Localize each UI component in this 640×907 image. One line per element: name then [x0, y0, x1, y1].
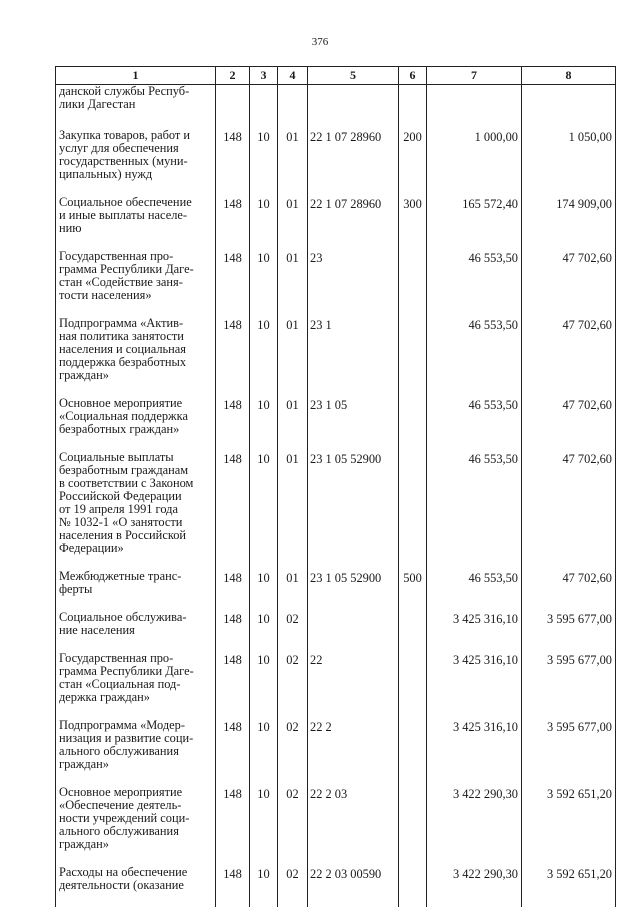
row-amount-2-cell: 3 595 677,00 [522, 611, 616, 652]
row-name-text: Подпрограмма «Актив- ная политика занятости населения и социальная поддержка безработных граждан» [59, 317, 213, 382]
row-name-text: Основное мероприятие «Социальная поддержка безработных граждан» [59, 397, 213, 436]
row-expense-type-cell [399, 250, 427, 317]
row-name-text: Основное мероприятие «Обеспечение деятель- ности учреждений соци- ального обслуживания граждан» [59, 786, 213, 851]
header-row [56, 67, 616, 85]
row-section-cell: 10 [250, 196, 278, 250]
row-amount-2-cell: 1 050,00 [522, 129, 616, 196]
row-name-cell [56, 866, 216, 907]
row-name-text: Социальные выплаты безработным гражданам в соответствии с Законом Российской Федерации от 19 апреля 1991 года № 1032-1 «О занятости населения в Российской Федерации» [59, 451, 213, 555]
row-section-cell: 10 [250, 451, 278, 570]
row-target-item-cell: 23 1 05 [308, 397, 399, 451]
row-section-cell: 10 [250, 250, 278, 317]
row-subsection-cell: 02 [278, 652, 308, 719]
row-name-text: Подпрограмма «Модер- низация и развитие соци- ального обслуживания граждан» [59, 719, 213, 771]
row-section-cell: 10 [250, 129, 278, 196]
row-name-text: Расходы на обеспечение деятельности (оказание [59, 866, 213, 892]
row-amount-2-cell: 47 702,60 [522, 397, 616, 451]
row-name-text: Государственная про- грамма Республики Даге- стан «Содействие заня- тости населения» [59, 250, 213, 302]
row-code-cell: 148 [216, 866, 250, 907]
row-expense-type-cell [399, 719, 427, 786]
row-name-cell [56, 451, 216, 570]
row-name-cell [56, 611, 216, 652]
row-expense-type-cell [399, 451, 427, 570]
row-subsection-cell: 01 [278, 570, 308, 611]
header-col-3: 3 [250, 67, 278, 85]
row-amount-1-cell: 165 572,40 [427, 196, 522, 250]
row-section-cell: 10 [250, 786, 278, 866]
row-expense-type-cell [399, 397, 427, 451]
row-code-cell [216, 85, 250, 130]
row-amount-2-cell: 174 909,00 [522, 196, 616, 250]
row-amount-1-cell: 3 425 316,10 [427, 652, 522, 719]
table-row [56, 196, 616, 250]
row-target-item-cell: 22 1 07 28960 [308, 196, 399, 250]
row-section-cell [250, 85, 278, 130]
row-target-item-cell: 22 [308, 652, 399, 719]
table-row [56, 652, 616, 719]
row-subsection-cell: 01 [278, 196, 308, 250]
row-name-text: данской службы Респуб- лики Дагестан [59, 85, 213, 111]
row-section-cell: 10 [250, 570, 278, 611]
row-subsection-cell: 01 [278, 317, 308, 397]
table-row [56, 866, 616, 907]
row-subsection-cell: 02 [278, 786, 308, 866]
row-target-item-cell [308, 85, 399, 130]
header-col-7: 7 [427, 67, 522, 85]
row-target-item-cell: 23 1 05 52900 [308, 570, 399, 611]
page-number: 376 [0, 36, 640, 48]
row-code-cell: 148 [216, 611, 250, 652]
row-expense-type-cell: 300 [399, 196, 427, 250]
table-row [56, 85, 616, 130]
row-code-cell: 148 [216, 786, 250, 866]
row-subsection-cell: 01 [278, 451, 308, 570]
row-subsection-cell [278, 85, 308, 130]
row-amount-1-cell: 46 553,50 [427, 250, 522, 317]
row-amount-1-cell: 3 425 316,10 [427, 611, 522, 652]
row-amount-2-cell: 47 702,60 [522, 250, 616, 317]
row-code-cell: 148 [216, 570, 250, 611]
row-subsection-cell: 02 [278, 866, 308, 907]
table-body [56, 85, 616, 907]
row-expense-type-cell [399, 317, 427, 397]
row-subsection-cell: 01 [278, 129, 308, 196]
row-expense-type-cell [399, 85, 427, 130]
row-name-cell [56, 397, 216, 451]
row-amount-1-cell: 46 553,50 [427, 317, 522, 397]
row-section-cell: 10 [250, 652, 278, 719]
row-amount-1-cell: 46 553,50 [427, 397, 522, 451]
row-amount-2-cell: 3 595 677,00 [522, 652, 616, 719]
table-row [56, 250, 616, 317]
header-col-4: 4 [278, 67, 308, 85]
row-code-cell: 148 [216, 719, 250, 786]
row-section-cell: 10 [250, 611, 278, 652]
header-col-8: 8 [522, 67, 616, 85]
row-name-text: Социальное обеспечение и иные выплаты населе- нию [59, 196, 213, 235]
row-code-cell: 148 [216, 129, 250, 196]
row-target-item-cell [308, 611, 399, 652]
row-section-cell: 10 [250, 719, 278, 786]
row-target-item-cell: 22 2 03 [308, 786, 399, 866]
row-amount-2-cell: 47 702,60 [522, 451, 616, 570]
row-expense-type-cell [399, 786, 427, 866]
row-amount-2-cell: 47 702,60 [522, 570, 616, 611]
row-amount-1-cell: 3 422 290,30 [427, 786, 522, 866]
row-target-item-cell: 23 [308, 250, 399, 317]
row-amount-2-cell: 47 702,60 [522, 317, 616, 397]
row-amount-2-cell: 3 592 651,20 [522, 786, 616, 866]
row-expense-type-cell [399, 611, 427, 652]
header-col-5: 5 [308, 67, 399, 85]
table-row [56, 397, 616, 451]
row-section-cell: 10 [250, 317, 278, 397]
row-name-cell [56, 85, 216, 130]
row-name-text: Закупка товаров, работ и услуг для обеспечения государственных (муни- ципальных) нужд [59, 129, 213, 181]
row-section-cell: 10 [250, 397, 278, 451]
row-name-text: Государственная про- грамма Республики Даге- стан «Социальная под- держка граждан» [59, 652, 213, 704]
row-name-text: Социальное обслужива- ние населения [59, 611, 213, 637]
row-code-cell: 148 [216, 317, 250, 397]
table-row [56, 570, 616, 611]
row-amount-1-cell: 3 425 316,10 [427, 719, 522, 786]
row-amount-2-cell [522, 85, 616, 130]
row-amount-2-cell: 3 595 677,00 [522, 719, 616, 786]
row-expense-type-cell [399, 652, 427, 719]
row-name-cell [56, 719, 216, 786]
row-target-item-cell: 22 1 07 28960 [308, 129, 399, 196]
header-col-2: 2 [216, 67, 250, 85]
row-subsection-cell: 02 [278, 719, 308, 786]
row-name-cell [56, 129, 216, 196]
row-amount-1-cell: 46 553,50 [427, 451, 522, 570]
row-amount-1-cell: 3 422 290,30 [427, 866, 522, 907]
row-expense-type-cell: 500 [399, 570, 427, 611]
row-code-cell: 148 [216, 196, 250, 250]
row-expense-type-cell [399, 866, 427, 907]
header-col-6: 6 [399, 67, 427, 85]
row-target-item-cell: 23 1 [308, 317, 399, 397]
table-row [56, 786, 616, 866]
row-code-cell: 148 [216, 397, 250, 451]
row-name-cell [56, 652, 216, 719]
row-code-cell: 148 [216, 451, 250, 570]
row-code-cell: 148 [216, 652, 250, 719]
table-row [56, 129, 616, 196]
header-col-1: 1 [56, 67, 216, 85]
row-target-item-cell: 23 1 05 52900 [308, 451, 399, 570]
row-amount-2-cell: 3 592 651,20 [522, 866, 616, 907]
table-row [56, 611, 616, 652]
row-subsection-cell: 02 [278, 611, 308, 652]
table-row [56, 451, 616, 570]
row-name-text: Межбюджетные транс- ферты [59, 570, 213, 596]
row-amount-1-cell [427, 85, 522, 130]
table-row [56, 317, 616, 397]
row-subsection-cell: 01 [278, 250, 308, 317]
budget-table [55, 66, 616, 907]
row-expense-type-cell: 200 [399, 129, 427, 196]
row-subsection-cell: 01 [278, 397, 308, 451]
row-target-item-cell: 22 2 [308, 719, 399, 786]
row-name-cell [56, 196, 216, 250]
row-name-cell [56, 570, 216, 611]
row-section-cell: 10 [250, 866, 278, 907]
row-target-item-cell: 22 2 03 00590 [308, 866, 399, 907]
row-name-cell [56, 317, 216, 397]
row-code-cell: 148 [216, 250, 250, 317]
table-row [56, 719, 616, 786]
row-name-cell [56, 786, 216, 866]
row-name-cell [56, 250, 216, 317]
row-amount-1-cell: 1 000,00 [427, 129, 522, 196]
row-amount-1-cell: 46 553,50 [427, 570, 522, 611]
